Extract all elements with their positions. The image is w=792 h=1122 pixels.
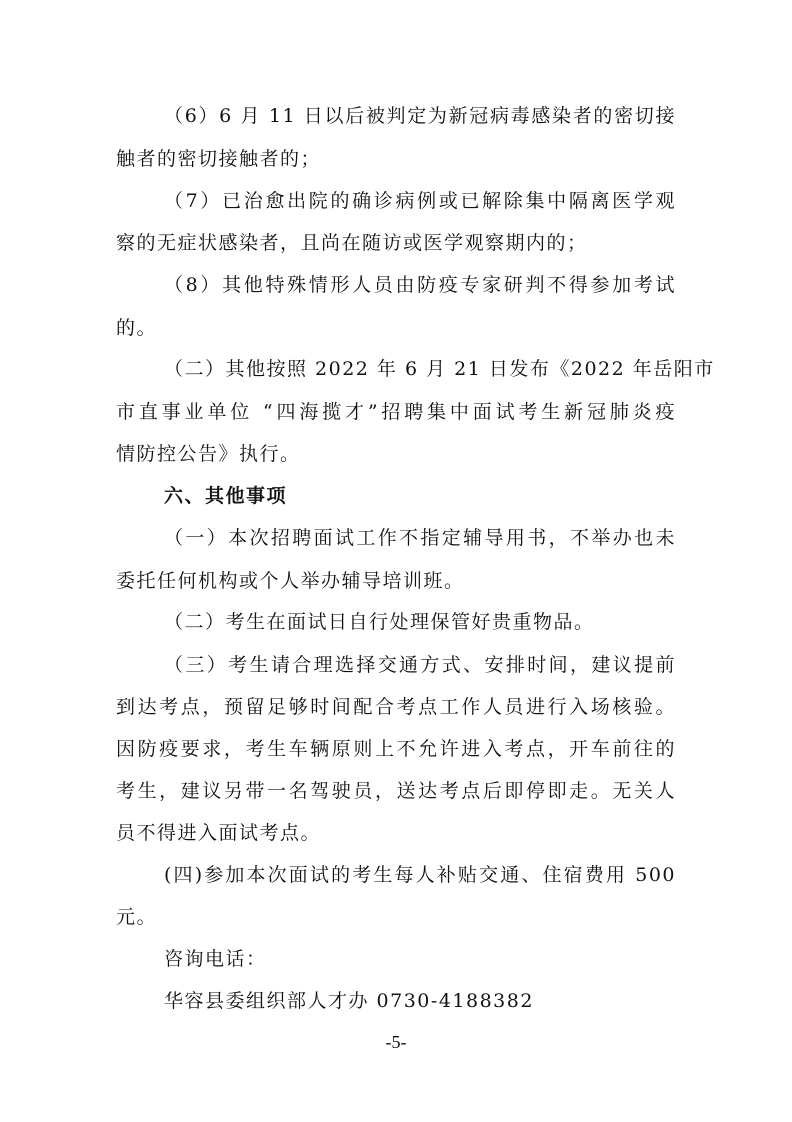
paragraph-line: 市直事业单位 “四海揽才”招聘集中面试考生新冠肺炎疫 — [116, 401, 676, 423]
contact-phone: 华容县委组织部人才办 0730-4188382 — [164, 990, 534, 1012]
section-heading: 六、其他事项 — [164, 485, 288, 507]
paragraph-line: 触者的密切接触者的； — [116, 148, 322, 170]
paragraph-line: 委托任何机构或个人举办辅导培训班。 — [116, 570, 465, 592]
paragraph-line: 元。 — [116, 906, 158, 928]
paragraph-line: （三）考生请合理选择交通方式、安排时间，建议提前 — [164, 654, 676, 676]
paragraph-line: 考生，建议另带一名驾驶员，送达考点后即停即走。无关人 — [116, 780, 676, 802]
paragraph-line: 因防疫要求，考生车辆原则上不允许进入考点，开车前往的 — [116, 738, 676, 760]
paragraph-line: (四)参加本次面试的考生每人补贴交通、住宿费用 500 — [164, 864, 676, 886]
contact-label: 咨询电话： — [164, 948, 267, 970]
paragraph-line: 情防控公告》执行。 — [116, 443, 301, 465]
paragraph-line: （7）已治愈出院的确诊病例或已解除集中隔离医学观 — [164, 190, 676, 212]
paragraph-line: 的。 — [116, 317, 158, 339]
paragraph-line: 察的无症状感染者，且尚在随访或医学观察期内的； — [116, 232, 588, 254]
paragraph-line: （二）考生在面试日自行处理保管好贵重物品。 — [164, 611, 595, 633]
paragraph-line: （8）其他特殊情形人员由防疫专家研判不得参加考试 — [164, 274, 676, 296]
paragraph-line: 员不得进入面试考点。 — [116, 822, 322, 844]
paragraph-line: 到达考点，预留足够时间配合考点工作人员进行入场核验。 — [116, 696, 676, 718]
page-number: -5- — [385, 1032, 407, 1052]
paragraph-line: （一）本次招聘面试工作不指定辅导用书，不举办也未 — [164, 527, 676, 549]
paragraph-line: （6）6 月 11 日以后被判定为新冠病毒感染者的密切接 — [164, 105, 676, 127]
paragraph-line: （二）其他按照 2022 年 6 月 21 日发布《2022 年岳阳市 — [164, 358, 715, 380]
